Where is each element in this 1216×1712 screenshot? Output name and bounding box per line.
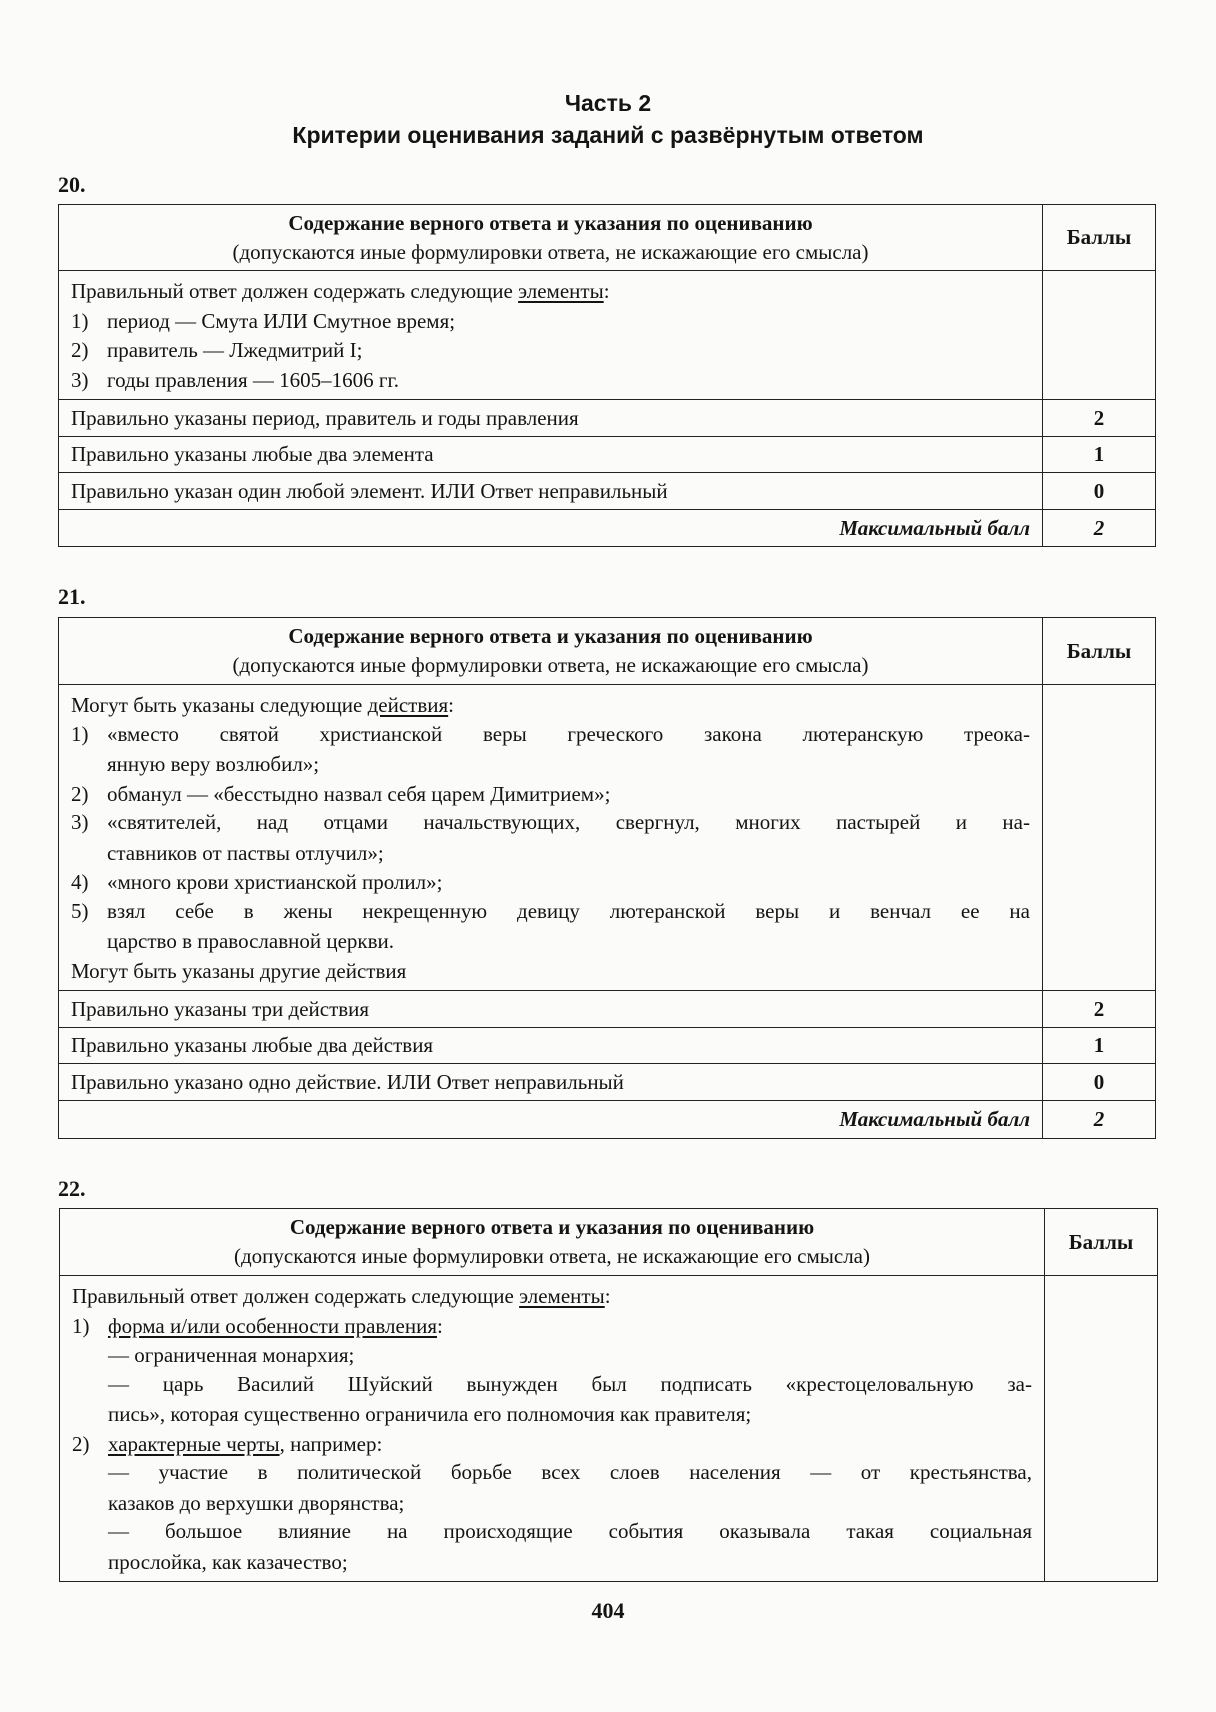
text: период — Смута ИЛИ Смутное время; <box>107 308 456 333</box>
text: (допускаются иные формулировки ответа, не искажающие его смысла) <box>232 239 869 264</box>
text: 2 <box>1043 991 1156 1028</box>
content-header <box>59 618 1043 685</box>
text: 1 <box>1043 437 1156 473</box>
text <box>60 1209 1158 1276</box>
text: «вместо святой христианской веры греческого закона лютеранскую треока- <box>107 721 1030 746</box>
text: Правильно указаны любые два действия <box>59 1028 1043 1064</box>
page-number: 404 <box>591 1598 625 1623</box>
text <box>71 868 1030 898</box>
text: 0 <box>1043 473 1156 510</box>
text: Правильно указаны три действия <box>59 991 1043 1028</box>
text: 2 <box>1043 510 1156 547</box>
text: (допускаются иные формулировки ответа, не искажающие его смысла) <box>232 653 869 677</box>
underlined-term: элементы <box>518 279 604 303</box>
text: : <box>604 1284 611 1308</box>
task-number: 21. <box>58 584 86 609</box>
text <box>59 618 1156 685</box>
text <box>71 336 1030 366</box>
text <box>71 780 1030 810</box>
text <box>71 809 1030 839</box>
text: 2 <box>1043 400 1156 437</box>
text: : <box>448 693 455 717</box>
text: 3) <box>71 367 89 392</box>
underlined-term: характерные черты <box>108 1431 280 1456</box>
text: — большое влияние на происходящие события оказывала такая социальная <box>108 1519 1032 1543</box>
text: Максимальный балл <box>59 510 1043 547</box>
answer-content <box>59 685 1043 991</box>
text: 4) <box>71 870 89 894</box>
criterion-row <box>59 437 1156 473</box>
text <box>72 1282 1032 1312</box>
text: Максимальный балл <box>59 1101 1043 1139</box>
text: : <box>603 279 610 303</box>
part-title: Часть 2 <box>564 90 652 116</box>
text: 5) <box>71 898 89 923</box>
text: обманул — «бесстыдно назвал себя царем Димитрием»; <box>107 781 611 806</box>
score-header: Баллы <box>1045 1209 1158 1276</box>
content-header <box>59 205 1043 271</box>
text <box>71 898 1030 928</box>
text <box>1043 271 1156 400</box>
underlined-term: действия <box>367 693 449 717</box>
text <box>71 307 1030 337</box>
text: Содержание верного ответа и указания по оцениванию <box>288 624 813 648</box>
text: , например: <box>279 1431 383 1456</box>
text <box>59 271 1156 400</box>
text <box>71 691 1030 721</box>
text <box>71 927 1030 957</box>
text: 1) <box>71 308 89 333</box>
text: 3) <box>71 810 89 834</box>
text: Содержание верного ответа и указания по оцениванию <box>289 1215 815 1239</box>
text: — ограниченная монархия; <box>108 1343 355 1367</box>
text: (допускаются иные формулировки ответа, не искажающие его смысла) <box>234 1244 870 1268</box>
text: правитель — Лжедмитрий I; <box>107 338 363 362</box>
text <box>59 205 1156 547</box>
text: 1) <box>72 1313 90 1338</box>
section-subtitle: Критерии оценивания заданий с развёрнутым ответом <box>292 122 924 148</box>
text: царство в православной церкви. <box>107 929 395 953</box>
text: Правильно указаны любые два элемента <box>59 437 1043 473</box>
text: пись», которая существенно ограничила его полномочия как правителя; <box>108 1402 752 1426</box>
text <box>72 1430 1032 1460</box>
criterion-row <box>59 1028 1156 1064</box>
criterion-row <box>59 991 1156 1028</box>
text: 2 <box>1043 1101 1156 1139</box>
text <box>71 750 1030 780</box>
text <box>59 205 1156 271</box>
criteria-table-20 <box>58 204 1156 547</box>
underlined-term: элементы <box>519 1284 605 1308</box>
text <box>1045 1276 1158 1582</box>
underlined-term: форма и/или особенности правления <box>108 1313 437 1338</box>
answer-content <box>60 1276 1045 1582</box>
answer-content <box>59 271 1043 400</box>
text: «святителей, над отцами начальствующих, свергнул, многих пастырей и на- <box>107 810 1030 834</box>
text: прослойка, как казачество; <box>108 1549 348 1574</box>
content-header <box>60 1209 1045 1276</box>
criteria-table-21 <box>58 617 1156 1139</box>
text: Правильно указан один любой элемент. ИЛИ Ответ неправильный <box>59 473 1043 510</box>
text: ставников от паствы отлучил»; <box>107 840 384 865</box>
task-number: 22. <box>58 1176 86 1201</box>
max-score-row <box>59 1101 1156 1139</box>
score-header: Баллы <box>1043 205 1156 271</box>
text: Правильно указано одно действие. ИЛИ Ответ неправильный <box>59 1064 1043 1101</box>
text <box>71 366 1030 396</box>
text: Могут быть указаны другие действия <box>71 958 407 983</box>
text: годы правления — 1605–1606 гг. <box>107 367 400 392</box>
text <box>71 721 1030 751</box>
text <box>71 839 1030 869</box>
text: Правильный ответ должен содержать следующие <box>71 279 519 303</box>
text <box>72 1312 1032 1342</box>
text: 2) <box>71 781 89 806</box>
text: Правильный ответ должен содержать следующие <box>72 1284 520 1308</box>
text: 2) <box>71 338 89 362</box>
text <box>71 277 1030 307</box>
text: Правильно указаны период, правитель и годы правления <box>59 400 1043 437</box>
text: : <box>436 1313 443 1338</box>
text: казаков до верхушки дворянства; <box>108 1490 405 1515</box>
text: — участие в политической борьбе всех слоев населения — от крестьянства, <box>108 1460 1032 1484</box>
text <box>1043 685 1156 991</box>
text <box>60 1276 1158 1582</box>
text <box>59 685 1156 991</box>
text: 1 <box>1043 1028 1156 1064</box>
text: 1) <box>71 721 89 746</box>
text <box>60 1209 1158 1582</box>
criterion-row <box>59 400 1156 437</box>
text: янную веру возлюбил»; <box>107 752 320 776</box>
max-score-row <box>59 510 1156 547</box>
text <box>59 618 1156 1139</box>
criterion-row <box>59 473 1156 510</box>
criterion-row <box>59 1064 1156 1101</box>
task-number: 20. <box>58 172 86 197</box>
text: Содержание верного ответа и указания по оцениванию <box>288 210 813 235</box>
text: «много крови христианской пролил»; <box>107 870 443 894</box>
score-header: Баллы <box>1043 618 1156 685</box>
text: Могут быть указаны следующие <box>71 693 368 717</box>
text: взял себе в жены некрещенную девицу лютеранской веры и венчал ее на <box>107 898 1030 923</box>
text: — царь Василий Шуйский вынужден был подписать «крестоцеловальную за- <box>108 1371 1032 1396</box>
criteria-table-22 <box>59 1208 1158 1582</box>
text: 2) <box>72 1431 90 1456</box>
text: 0 <box>1043 1064 1156 1101</box>
